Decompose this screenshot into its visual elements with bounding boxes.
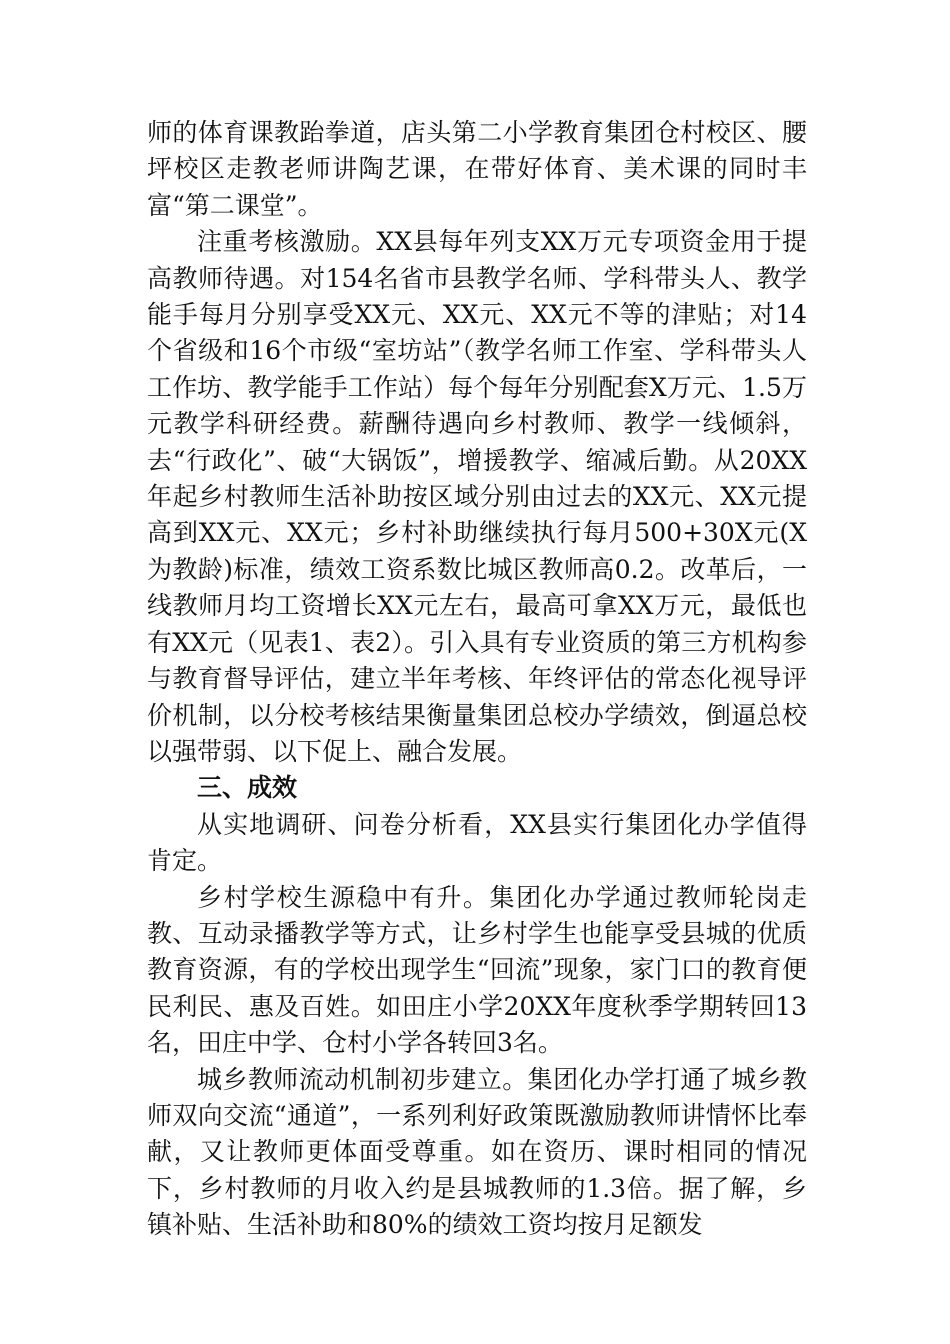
paragraph-teacher-mobility: 城乡教师流动机制初步建立。集团化办学打通了城乡教师双向交流“通道”，一系列利好政策既激励教师讲情怀比奉献，又让教师更体面受尊重。如在资历、课时相同的情况下，乡村教师的月收入约是县城教师的1.3倍。据了解，乡镇补贴、生活补助和80%的绩效工资均按月足额发 (147, 1064, 807, 1240)
document-page (147, 115, 807, 1244)
paragraph-continuation: 师的体育课教跆拳道，店头第二小学教育集团仓村校区、腰坪校区走教老师讲陶艺课，在带好体育、美术课的同时丰富“第二课堂”。 (147, 118, 807, 220)
paragraph-assessment-incentive: 注重考核激励。XX县每年列支XX万元专项资金用于提高教师待遇。对154名省市县教学名师、学科带头人、教学能手每月分别享受XX元、XX元、XX元不等的津贴；对14个省级和16个市级“室坊站”（教学名师工作室、学科带头人工作坊、教学能手工作站）每个每年分别配套X万元、1.5万元教学科研经费。薪酬待遇向乡村教师、教学一线倾斜，去“行政化”、破“大锅饭”，增援教学、缩减后勤。从20XX年起乡村教师生活补助按区域分别由过去的XX元、XX元提高到XX元、XX元；乡村补助继续执行每月500+30X元(X为教龄)标准，绩效工资系数比城区教师高0.2。改革后，一线教师月均工资增长XX元左右，最高可拿XX万元，最低也有XX元（见表1、表2）。引入具有专业资质的第三方机构参与教育督导评估，建立半年考核、年终评估的常态化视导评价机制，以分校考核结果衡量集团总校办学绩效，倒逼总校以强带弱、以下促上、融合发展。 (147, 227, 807, 766)
section-heading-results: 三、成效 (197, 773, 298, 803)
paragraph-rural-enrollment: 乡村学校生源稳中有升。集团化办学通过教师轮岗走教、互动录播教学等方式，让乡村学生也能享受县城的优质教育资源，有的学校出现学生“回流”现象，家门口的教育便民利民、惠及百姓。如田庄小学20XX年度秋季学期转回13名，田庄中学、仓村小学各转回3名。 (147, 882, 807, 1058)
paragraph-results-intro: 从实地调研、问卷分析看，XX县实行集团化办学值得肯定。 (147, 809, 807, 876)
